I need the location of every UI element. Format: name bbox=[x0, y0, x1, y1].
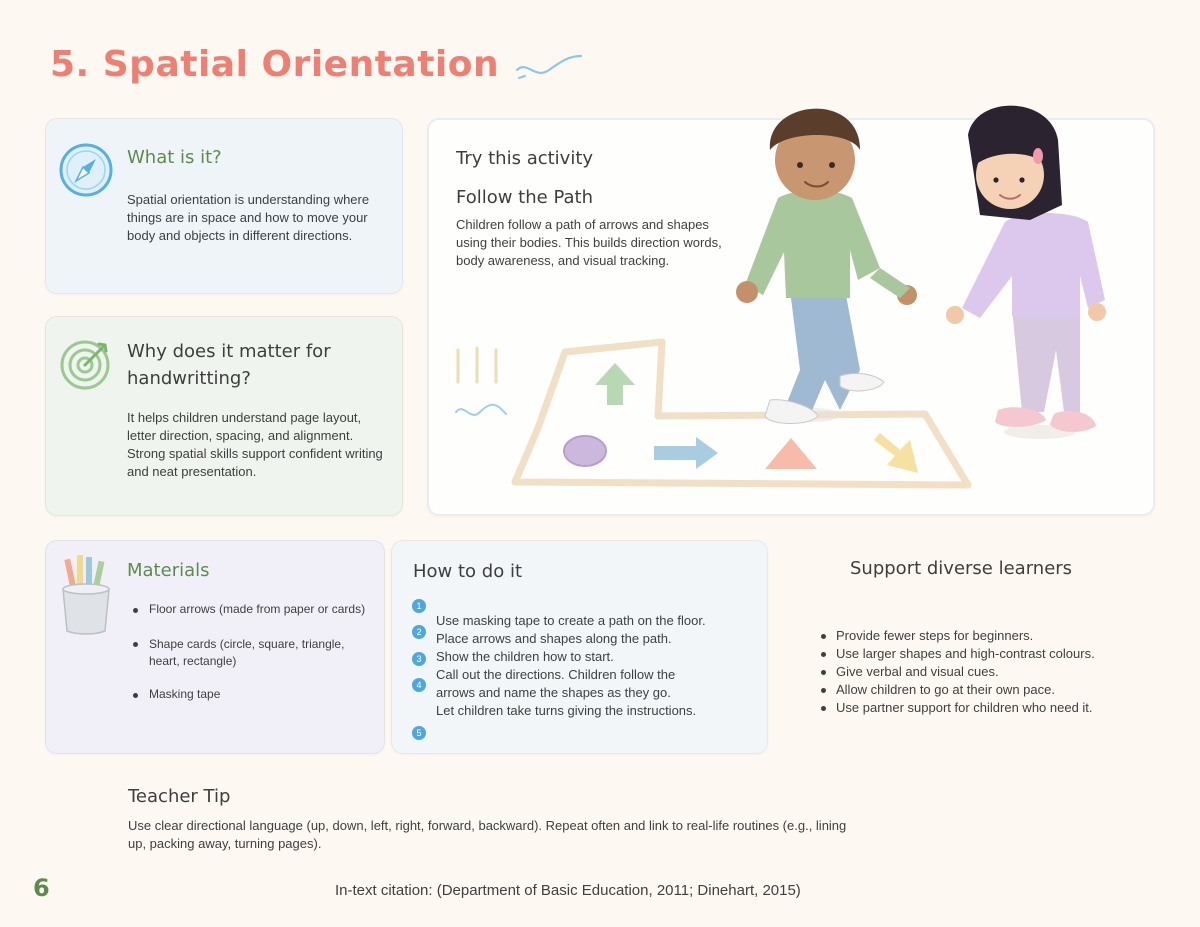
step-item: Show the children how to start. bbox=[436, 649, 614, 664]
boy-illustration bbox=[736, 109, 917, 424]
what-is-it-text: Spatial orientation is understanding where things are in space and how to move your body and objects in different directions. bbox=[127, 192, 370, 243]
materials-item: Shape cards (circle, square, triangle, heart, rectangle) bbox=[131, 636, 371, 687]
how-to-heading: How to do it bbox=[413, 561, 523, 582]
why-it-matters-text: It helps children understand page layout, letter direction, spacing, and alignment. Strong spatial skills support confident writing and neat presentation. bbox=[127, 410, 383, 479]
materials-list bbox=[131, 602, 371, 701]
support-item: Allow children to go at their own pace. bbox=[818, 681, 1095, 699]
step-item: Let children take turns giving the instructions. bbox=[436, 703, 697, 718]
support-item: Use partner support for children who need it. bbox=[818, 699, 1095, 717]
what-is-it-heading: What is it? bbox=[127, 147, 222, 168]
support-list bbox=[818, 627, 1095, 717]
citation: In-text citation: (Department of Basic Education, 2011; Dinehart, 2015) bbox=[335, 882, 801, 899]
activity-label: Try this activity bbox=[456, 148, 594, 169]
why-it-matters-heading: Why does it matter for handwritting? bbox=[127, 341, 331, 389]
activity-title: Follow the Path bbox=[456, 187, 593, 208]
how-to-steps bbox=[436, 612, 756, 720]
step-item: Call out the directions. Children follow the arrows and name the shapes as they go. bbox=[436, 667, 676, 700]
materials-item: Floor arrows (made from paper or cards) bbox=[131, 602, 371, 636]
activity-text: Children follow a path of arrows and shapes using their bodies. This builds direction words, body awareness, and visual tracking. bbox=[456, 217, 722, 268]
step-item: Use masking tape to create a path on the floor. bbox=[436, 613, 706, 628]
support-item: Use larger shapes and high-contrast colours. bbox=[818, 645, 1095, 663]
materials-heading: Materials bbox=[127, 560, 210, 581]
step-badge: 5 bbox=[412, 726, 426, 740]
page-title: 5. Spatial Orientation bbox=[50, 44, 500, 85]
target-icon bbox=[58, 336, 114, 392]
children-path-illustration bbox=[440, 80, 1150, 510]
step-badge: 2 bbox=[412, 625, 426, 639]
pencil-cup-icon bbox=[55, 553, 117, 637]
teacher-tip-text: Use clear directional language (up, down, left, right, forward, backward). Repeat often and link to real-life routines (e.g., lining up, packing away, turning pages). bbox=[128, 818, 847, 851]
step-badge: 4 bbox=[412, 678, 426, 692]
support-item: Provide fewer steps for beginners. bbox=[818, 627, 1095, 645]
step-badge: 3 bbox=[412, 652, 426, 666]
compass-icon bbox=[58, 142, 114, 198]
teacher-tip-heading: Teacher Tip bbox=[128, 786, 231, 807]
step-item: Place arrows and shapes along the path. bbox=[436, 631, 672, 646]
squiggle-decoration-icon bbox=[515, 52, 585, 82]
support-heading: Support diverse learners bbox=[850, 558, 1073, 579]
page-number: 6 bbox=[33, 874, 50, 902]
support-item: Give verbal and visual cues. bbox=[818, 663, 1095, 681]
girl-illustration bbox=[946, 106, 1106, 439]
step-badge: 1 bbox=[412, 599, 426, 613]
materials-item: Masking tape bbox=[131, 687, 371, 701]
